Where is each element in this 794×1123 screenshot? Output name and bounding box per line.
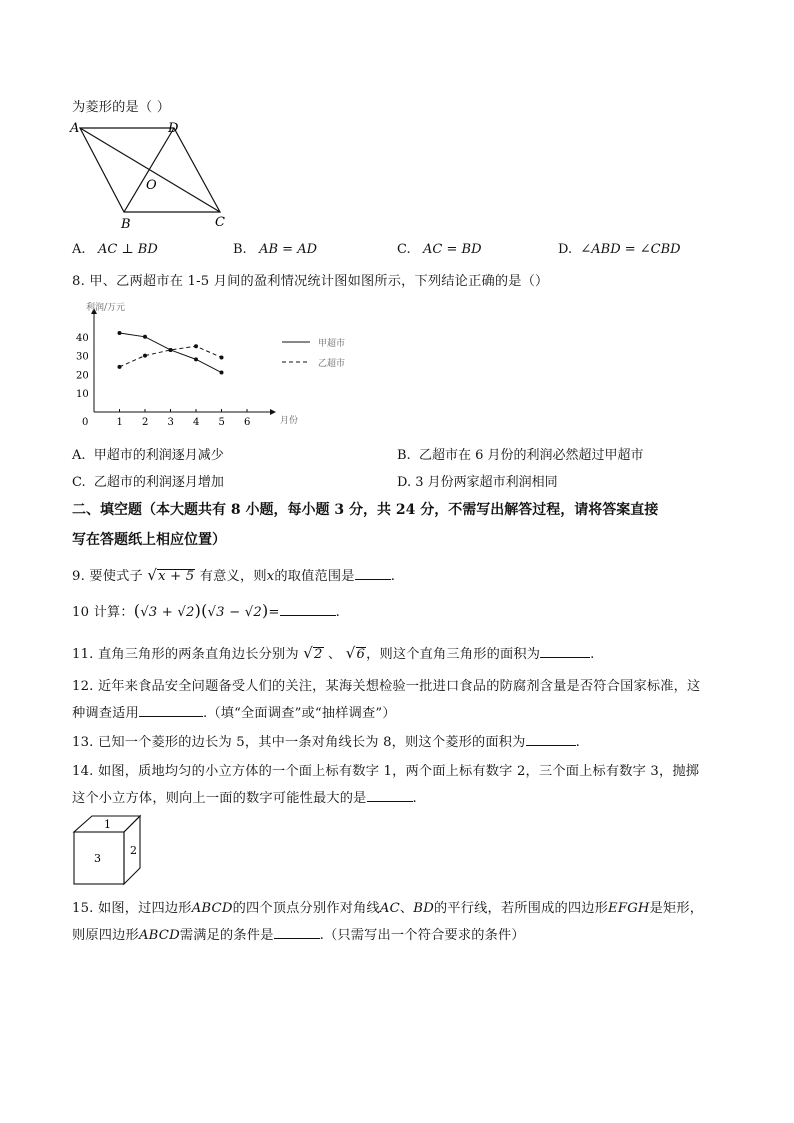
- data-point: [118, 331, 122, 335]
- x-axis-label: 月份: [280, 416, 299, 426]
- data-point: [194, 357, 198, 361]
- q9-answer-blank[interactable]: [355, 567, 391, 580]
- x-tick-label: 4: [193, 417, 200, 428]
- q10-line: 10 计算：(√3 + √2)(√3 − √2)= .: [72, 601, 341, 620]
- q9-radicand: x + 5: [158, 569, 195, 584]
- x-tick-label: 3: [167, 417, 174, 428]
- q12-answer-blank[interactable]: [139, 704, 203, 717]
- cube-front-number: 3: [94, 852, 101, 865]
- data-point: [169, 348, 173, 352]
- y-tick-label: 20: [76, 370, 89, 382]
- vertex-label-d: D: [168, 121, 179, 136]
- q12-line1: 12. 近年来食品安全问题备受人们的关注，某海关想检验一批进口食品的防腐剂含量是否符合国家标准，这: [72, 679, 701, 694]
- data-point: [220, 371, 224, 375]
- q8-stem: 8. 甲、乙两超市在 1-5 月间的盈利情况统计图如图所示，下列结论正确的是（）: [72, 274, 549, 289]
- data-point: [194, 344, 198, 348]
- legend-label: 甲超市: [318, 339, 346, 349]
- legend-label: 乙超市: [318, 359, 346, 369]
- q13-answer-blank[interactable]: [526, 733, 576, 746]
- vertex-label-c: C: [215, 215, 225, 230]
- x-tick-label: 5: [218, 417, 225, 428]
- data-point: [118, 365, 122, 369]
- q7-option-d: D. ∠ABD = ∠CBD: [558, 242, 681, 257]
- x-axis-arrow: [270, 409, 276, 415]
- x-tick-label: 1: [116, 417, 123, 428]
- q10-expr-b: √3 − √2: [207, 605, 262, 620]
- q14-answer-blank[interactable]: [367, 789, 413, 802]
- q15-line2: 则原四边形ABCD需满足的条件是 .（只需写出一个符合要求的条件）: [72, 928, 525, 943]
- section-heading-line1: 二、填空题（本大题共有 8 小题，每小题 3 分，共 24 分，不需写出解答过程，请将答案直接: [72, 502, 659, 518]
- q15-line1: 15. 如图，过四边形ABCD的四个顶点分别作对角线AC、BD的平行线，若所围成的四边形EFGH是矩形，: [72, 901, 704, 916]
- q11-radical-1: 2: [313, 647, 323, 662]
- y-tick-label: 40: [76, 332, 89, 344]
- x-tick-label: 6: [244, 417, 251, 428]
- q11-radical-2: 6: [356, 647, 366, 662]
- y-axis-label: 利润/万元: [86, 303, 126, 313]
- x-tick-label: 0: [82, 417, 89, 428]
- q8-option-b: B. 乙超市在 6 月份的利润必然超过甲超市: [397, 448, 644, 463]
- diagonal-bd: [124, 128, 174, 212]
- q11-answer-blank[interactable]: [540, 645, 590, 658]
- data-point: [220, 355, 224, 359]
- vertex-label-b: B: [121, 217, 131, 232]
- q7-option-c: C. AC = BD: [397, 242, 482, 257]
- q9-line: 9. 要使式子 √x + 5 有意义，则x的取值范围是 .: [72, 566, 396, 584]
- q14-cube-figure: [70, 812, 160, 890]
- x-tick-label: 2: [142, 417, 149, 428]
- q15-answer-blank[interactable]: [274, 926, 320, 939]
- q14-line2: 这个小立方体，则向上一面的数字可能性最大的是 .: [72, 791, 417, 806]
- q7-parallelogram-figure: [68, 118, 238, 236]
- q11-line: 11. 直角三角形的两条直角边长分别为 √2 、 √6，则这个直角三角形的面积为 .: [72, 644, 595, 662]
- y-tick-label: 30: [76, 351, 89, 363]
- q7-stem-tail: 为菱形的是（ ）: [72, 100, 171, 115]
- section-heading-line2: 写在答题纸上相应位置）: [72, 532, 226, 548]
- y-tick-label: 10: [76, 389, 89, 401]
- q10-expr-a: √3 + √2: [140, 605, 195, 620]
- q8-option-a: A. 甲超市的利润逐月减少: [72, 448, 224, 463]
- q14-line1: 14. 如图，质地均匀的小立方体的一个面上标有数字 1，两个面上标有数字 2，三个面上标有数字 3，抛掷: [72, 764, 700, 779]
- q7-option-b: B. AB = AD: [233, 242, 318, 257]
- cube-top-number: 1: [104, 818, 111, 831]
- series-line-jia: [120, 333, 222, 372]
- q8-profit-line-chart: [72, 300, 372, 435]
- vertex-label-a: A: [70, 121, 80, 136]
- q10-answer-blank[interactable]: [280, 603, 336, 616]
- cube-side-number: 2: [130, 844, 137, 857]
- q8-option-d: D. 3 月份两家超市利润相同: [397, 475, 558, 490]
- data-point: [143, 354, 147, 358]
- center-label-o: O: [146, 178, 157, 193]
- q12-line2: 种调查适用 .（填“全面调查”或“抽样调查”）: [72, 706, 396, 721]
- q13-line: 13. 已知一个菱形的边长为 5，其中一条对角线长为 8，则这个菱形的面积为 .: [72, 735, 580, 750]
- q8-option-c: C. 乙超市的利润逐月增加: [72, 475, 224, 490]
- diagonal-ac: [80, 128, 220, 212]
- data-point: [143, 335, 147, 339]
- q7-option-a: A. AC ⊥ BD: [72, 242, 158, 257]
